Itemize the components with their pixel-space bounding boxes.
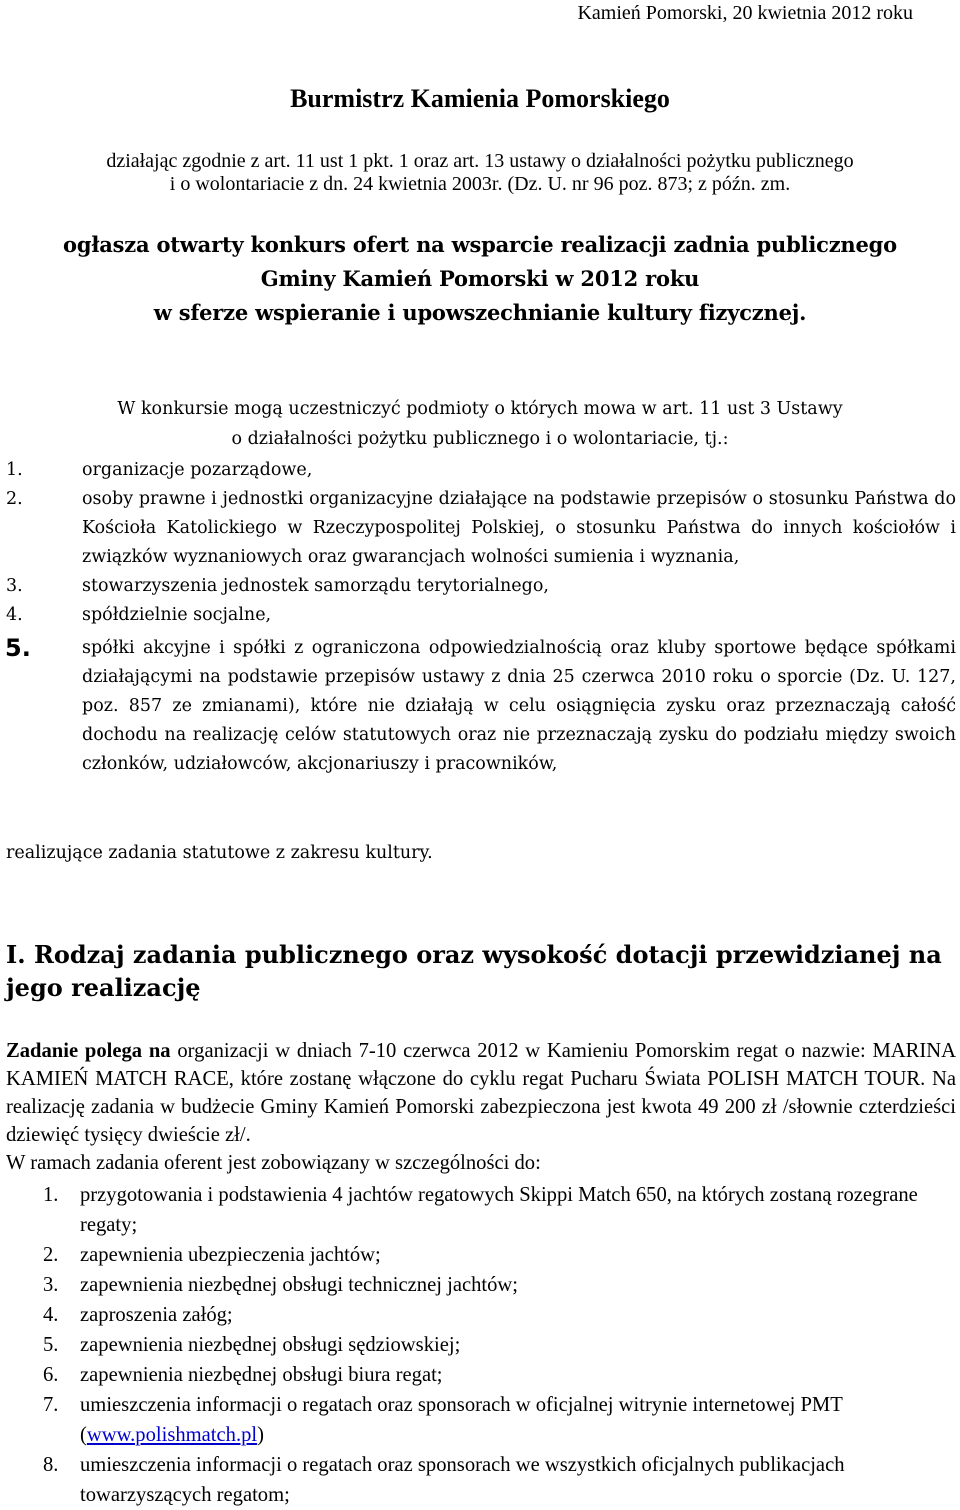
section-heading: I. Rodzaj zadania publicznego oraz wysokość dotacji przewidzianej na jego realizację bbox=[6, 940, 942, 1002]
list-number: 7. bbox=[43, 1394, 59, 1416]
list-text: zaproszenia załóg; bbox=[80, 1304, 233, 1326]
list-item bbox=[0, 1240, 960, 1270]
list-item bbox=[0, 1330, 960, 1360]
list-text: spółki akcyjne i spółki z ograniczona odpowiedzialnością oraz kluby sportowe będące spółkami działającymi na podstawie przepisów ustawy z dnia 25 czerwca 2010 roku o sporcie (Dz. U. 127, poz. 857 ze zmianami), które nie działają w celu osiągnięcia zysku oraz przeznaczają całość dochodu na realizację celów statutowych oraz nie przeznaczają zysku do podziału między swoich członków, udziałowców, akcjonariuszy i pracowników, bbox=[82, 638, 956, 774]
eligibility-list bbox=[0, 456, 960, 779]
announcement-line: ogłasza otwarty konkurs ofert na wsparcie realizacji zadnia publicznego bbox=[63, 232, 897, 257]
list-text: zapewnienia ubezpieczenia jachtów; bbox=[80, 1244, 381, 1266]
list-text: spółdzielnie socjalne, bbox=[82, 605, 272, 625]
eligibility-intro-line: W konkursie mogą uczestniczyć podmioty o których mowa w art. 11 ust 3 Ustawy bbox=[117, 399, 843, 419]
list-item bbox=[0, 1180, 960, 1240]
list-number: 5. bbox=[43, 1334, 59, 1356]
legal-basis-line: i o wolontariacie z dn. 24 kwietnia 2003r. (Dz. U. nr 96 poz. 873; z późn. zm. bbox=[169, 173, 791, 195]
announcement bbox=[0, 228, 960, 330]
task-description bbox=[6, 1037, 956, 1177]
list-number: 4. bbox=[6, 605, 23, 625]
list-item bbox=[0, 1360, 960, 1390]
list-number: 5. bbox=[5, 634, 31, 662]
task-text: organizacji w dniach 7-10 czerwca 2012 w Kamieniu Pomorskim regat o nazwie: MARINA KAMIEŃ MATCH RACE, które zostanę włączone do cyklu regat Pucharu Świata POLISH MATCH TOUR. Na realizację zadania w budżecie Gminy Kamień Pomorski zabezpieczona jest kwota 49 200 zł /słownie czterdzieści dziewięć tysięcy dwieście zł/. bbox=[6, 1040, 956, 1146]
list-number: 3. bbox=[6, 576, 23, 596]
announcement-line: Gminy Kamień Pomorski w 2012 roku bbox=[260, 266, 700, 291]
polishmatch-link[interactable]: www.polishmatch.pl bbox=[86, 1424, 258, 1446]
obligations-intro: W ramach zadania oferent jest zobowiązany w szczególności do: bbox=[6, 1152, 541, 1174]
list-item bbox=[0, 456, 960, 485]
list-text: ) bbox=[257, 1424, 264, 1446]
list-number: 4. bbox=[43, 1304, 59, 1326]
issuer-heading: Burmistrz Kamienia Pomorskiego bbox=[290, 84, 670, 113]
list-item bbox=[0, 601, 960, 630]
eligibility-intro bbox=[0, 394, 960, 454]
legal-basis bbox=[0, 150, 960, 196]
list-item bbox=[0, 1270, 960, 1300]
list-text: stowarzyszenia jednostek samorządu terytorialnego, bbox=[82, 576, 549, 596]
list-number: 6. bbox=[43, 1364, 59, 1386]
place-date: Kamień Pomorski, 20 kwietnia 2012 roku bbox=[577, 2, 913, 24]
list-text: zapewnienia niezbędnej obsługi sędziowskiej; bbox=[80, 1334, 461, 1356]
list-text: zapewnienia niezbędnej obsługi biura regat; bbox=[80, 1364, 443, 1386]
legal-basis-line: działając zgodnie z art. 11 ust 1 pkt. 1 oraz art. 13 ustawy o działalności pożytku publicznego bbox=[106, 150, 854, 172]
list-item bbox=[0, 1300, 960, 1330]
list-item bbox=[0, 1390, 960, 1450]
list-text: organizacje pozarządowe, bbox=[82, 460, 313, 480]
list-text: umieszczenia informacji o regatach oraz sponsorach we wszystkich oficjalnych publikacjach towarzyszących regatom; bbox=[80, 1454, 845, 1506]
announcement-line: w sferze wspieranie i upowszechnianie kultury fizycznej. bbox=[153, 300, 807, 325]
list-number: 2. bbox=[43, 1244, 59, 1266]
list-text: umieszczenia informacji o regatach oraz sponsorach w oficjalnej witrynie internetowej PMT ( bbox=[80, 1394, 843, 1446]
list-item bbox=[0, 485, 960, 572]
eligibility-intro-line: o działalności pożytku publicznego i o wolontariacie, tj.: bbox=[231, 429, 729, 449]
list-number: 1. bbox=[43, 1184, 59, 1206]
list-number: 8. bbox=[43, 1454, 59, 1476]
list-text: osoby prawne i jednostki organizacyjne działające na podstawie przepisów o stosunku Państwa do Kościoła Katolickiego w Rzeczypospolitej Polskiej, o stosunku Państwa do innych kościołów i związków wyznaniowych oraz gwarancjach wolności sumienia i wyznania, bbox=[82, 489, 956, 567]
list-text: przygotowania i podstawienia 4 jachtów regatowych Skippi Match 650, na których zostaną rozegrane regaty; bbox=[80, 1184, 918, 1236]
obligations-list bbox=[0, 1180, 960, 1510]
list-item bbox=[0, 572, 960, 601]
eligibility-closing: realizujące zadania statutowe z zakresu kultury. bbox=[6, 843, 433, 863]
list-number: 3. bbox=[43, 1274, 59, 1296]
task-label: Zadanie polega na bbox=[6, 1040, 171, 1062]
list-number: 1. bbox=[6, 460, 23, 480]
list-text: zapewnienia niezbędnej obsługi technicznej jachtów; bbox=[80, 1274, 519, 1296]
list-item bbox=[0, 634, 960, 779]
list-number: 2. bbox=[6, 489, 23, 509]
list-item bbox=[0, 1450, 960, 1510]
